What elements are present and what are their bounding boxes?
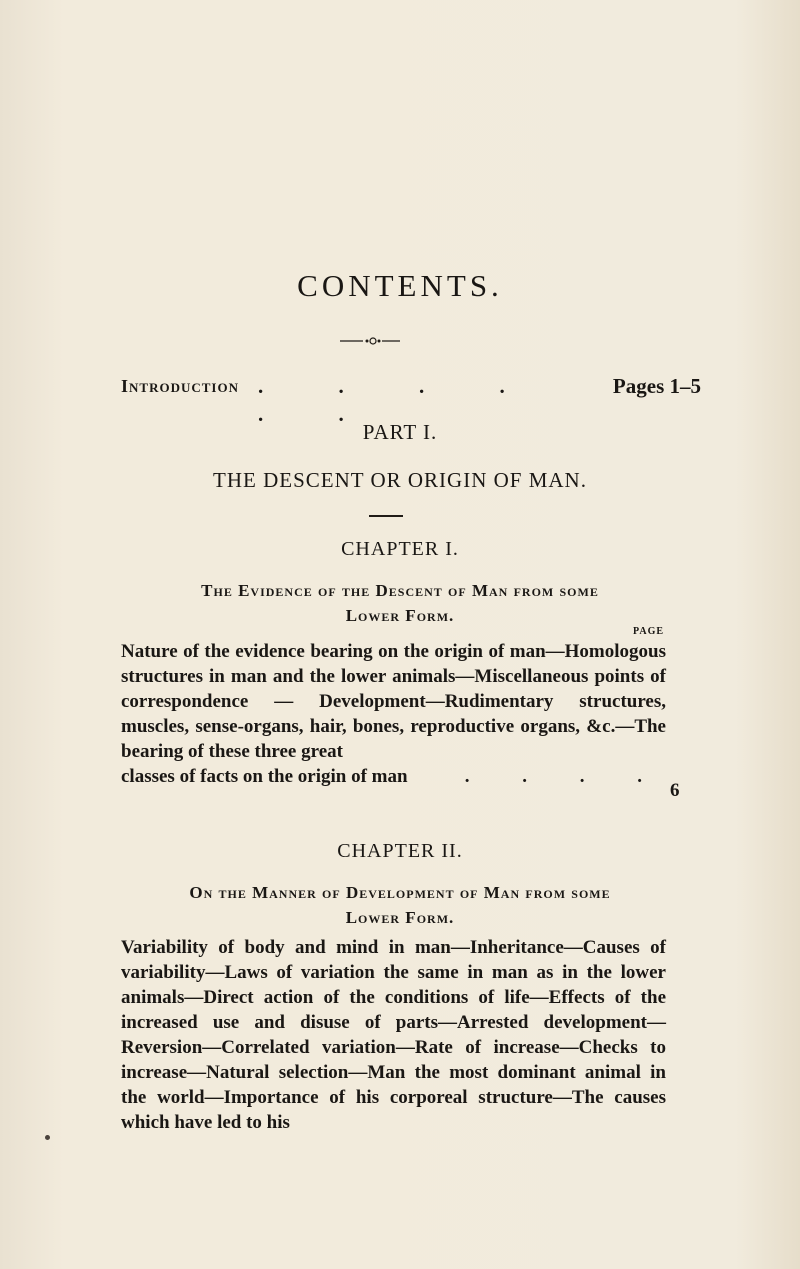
part-title: PART I. <box>362 420 438 444</box>
chapter-1-heading-line-1: The Evidence of the Descent of Man from some <box>201 581 599 600</box>
chapter-2-heading <box>150 880 650 930</box>
chapter-1-page-number: 6 <box>670 780 680 801</box>
part-subtitle: THE DESCENT OR ORIGIN OF MAN. <box>213 468 587 492</box>
paper-speck <box>45 1135 50 1140</box>
chapter-2-heading-line-1: On the Manner of Development of Man from some <box>189 883 611 902</box>
contents-title: CONTENTS. <box>297 268 503 303</box>
ornament-divider <box>340 336 400 346</box>
chapter-1-heading <box>150 578 650 628</box>
chapter-2-summary-text: Variability of body and mind in man—Inheritance—Causes of variability—Laws of variation the same in man as in the lower animals—Direct action of the conditions of life—Effects of the increased use and disuse of parts—Arrested development—Reversion—Correlated variation—Rate of increase—Checks to increase—Natural selection—Man the most dominant animal in the world—Importance of his corporeal structure—The causes which have led to his <box>121 937 666 1133</box>
introduction-entry <box>121 372 701 426</box>
introduction-label: Introduction <box>121 376 239 396</box>
chapter-1-summary-final-text: classes of facts on the origin of man <box>121 766 408 787</box>
chapter-1-summary-text: Nature of the evidence bearing on the origin of man—Homologous structures in man and the lower animals—Miscellaneous points of correspondence — Development—Rudimentary structures, muscles, sense-organs, hair, bones, reproductive organs, &c.—The bearing of these three great <box>121 641 666 762</box>
chapter-1-summary-final-line <box>121 764 666 789</box>
chapter-2-title: CHAPTER II. <box>337 840 463 862</box>
chapter-1-title: CHAPTER I. <box>341 538 459 560</box>
introduction-pages: Pages 1–5 <box>612 374 701 398</box>
introduction-leader-dots: . . . . . . <box>258 374 540 426</box>
chapter-2-summary <box>121 935 666 1135</box>
chapter-2-heading-line-2: Lower Form. <box>345 908 455 927</box>
chapter-1-heading-line-2: Lower Form. <box>345 606 455 625</box>
chapter-1-summary <box>121 639 666 789</box>
part-divider-rule <box>369 515 403 517</box>
chapter-1-leader-dots: . . . . <box>464 766 666 787</box>
page-column-label: PAGE <box>633 626 665 637</box>
